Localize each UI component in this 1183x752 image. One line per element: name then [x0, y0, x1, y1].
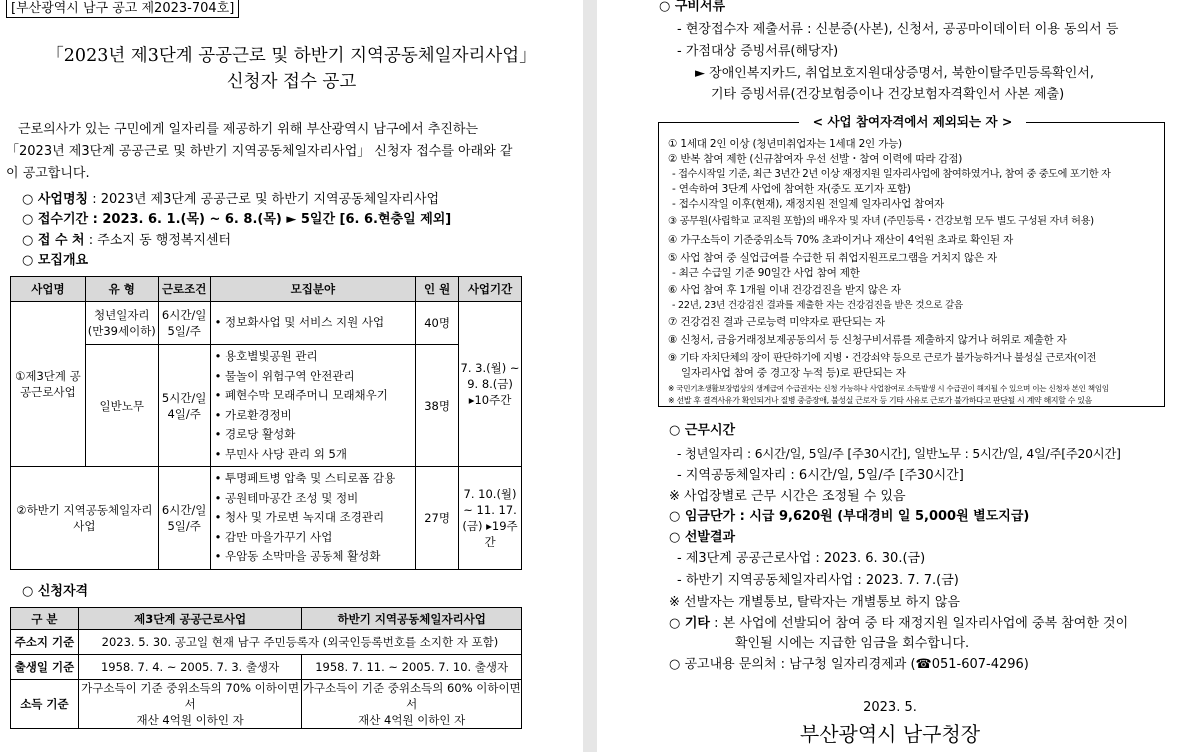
field-item: • 투명페트병 압축 및 스티로폼 감용: [214, 471, 396, 485]
docs-line: ► 장애인복지카드, 취업보호지원대상증명서, 북한이탈주민등록확인서,: [695, 66, 1094, 81]
page-separator: [583, 0, 597, 752]
col-header: 모집분야: [210, 277, 416, 302]
col-header: 유 형: [85, 277, 158, 302]
criterion-line: 가구소득이 기준 중위소득의 60% 이하이면서: [302, 681, 521, 711]
notice-number: [부산광역시 남구 공고 제2023-704호]: [6, 0, 239, 18]
youth-condition: 6시간/일 5일/주: [158, 302, 210, 345]
income-criterion-public: [78, 680, 302, 729]
docs-line: - 가점대상 증빙서류(해당자): [677, 44, 839, 59]
exclusion-item: - 접수시작일 기준, 최근 3년간 2년 이상 재정지원 일자리사업에 참여하였거나, 참여 중 중도에 포기한 자: [672, 169, 1111, 180]
docs-heading: ○ 구비서류: [659, 0, 726, 14]
issuer-name: 부산광역시 남구청장: [799, 722, 981, 746]
row-label: 출생일 기준: [11, 655, 79, 680]
public-work-period: 7. 3.(월) ~ 9. 8.(금) ▸10주간: [459, 302, 522, 467]
other-text: : 본 사업에 선발되어 참여 중 타 재정지원 일자리사업에 중복 참여한 것이: [714, 616, 1129, 631]
item-label: ○ 모집개요: [22, 253, 89, 268]
general-fields: [210, 345, 416, 467]
exclusion-item: ⑥ 사업 참여 후 1개월 이내 건강검진을 받지 않은 자: [668, 284, 901, 296]
col-header: 근로조건: [158, 277, 210, 302]
field-item: • 감만 마을가꾸기 사업: [214, 529, 333, 544]
community-count: 27명: [416, 467, 459, 570]
col-header: 인 원: [416, 277, 459, 302]
exclusion-item: - 연속하여 3단계 사업에 참여한 자(중도 포기자 포함): [672, 183, 911, 195]
selection-line: - 하반기 지역공동체일자리사업 : 2023. 7. 7.(금): [677, 573, 959, 588]
wage-line: ○ 임금단가 : 시급 9,620원 (부대경비 일 5,000원 별도지급): [669, 509, 1030, 524]
row-label: 주소지 기준: [11, 630, 79, 655]
exclusion-note: ※ 선발 후 결격사유가 확인되거나 질병 중증장애, 불성실 근로자 등 기타 사유로 근로가 불가하다고 판단될 시 계약 해지할 수 있음: [668, 396, 1092, 405]
criterion-line: 재산 4억원 이하인 자: [358, 713, 466, 727]
docs-line: - 현장접수자 제출서류 : 신분증(사본), 신청서, 공공마이데이터 이용 동의서 등: [677, 22, 1119, 37]
work-hours-note: ※ 사업장별로 근무 시간은 조정될 수 있음: [669, 489, 906, 504]
col-header: 사업명: [11, 277, 86, 302]
item-business-name: [22, 190, 439, 210]
notice-title-line1: 「2023년 제3단계 공공근로 및 하반기 지역공동체일자리사업」: [46, 46, 537, 66]
exclusion-item: 일자리사업 참여 중 경고장 누적 등)로 판단되는 자: [681, 367, 906, 379]
exclusion-item: - 22년, 23년 건강검진 결과를 제출한 자는 건강검진을 받은 것으로 갈음: [672, 300, 964, 311]
youth-fields: [210, 302, 416, 345]
field-item: • 경로당 활성화: [214, 427, 296, 441]
field-item: • 무민사 사당 관리 외 5개: [214, 446, 347, 461]
field-item: • 공원테마공간 조성 및 정비: [214, 490, 359, 505]
selection-line: - 제3단계 공공근로사업 : 2023. 6. 30.(금): [677, 551, 926, 566]
field-item: • 물놀이 위험구역 안전관리: [214, 368, 355, 383]
intro-paragraph: 근로의사가 있는 구민에게 일자리를 제공하기 위해 부산광역시 남구에서 추진하는 「2023년 제3단계 공공근로 및 하반기 지역공동체일자리사업」 신청자 접수를 아래와 같이 공고합니다.: [6, 122, 513, 181]
item-label: ○ 접 수 처: [22, 233, 85, 248]
eligibility-heading: ○ 신청자격: [22, 584, 89, 599]
notice-page-left: [0, 0, 583, 752]
item-reception-period: [22, 210, 451, 230]
eligibility-table: [10, 607, 522, 729]
address-criterion: 2023. 5. 30. 공고일 현재 남구 주민등록자 (외국인등록번호를 소지한 자 포함): [78, 630, 521, 655]
recruit-table: [10, 276, 522, 570]
notice-date: 2023. 5.: [863, 700, 917, 715]
item-label: ○ 사업명칭: [22, 192, 89, 207]
selection-heading: ○ 선발결과: [669, 530, 736, 545]
work-hours-heading: ○ 근무시간: [669, 423, 736, 438]
field-item: • 청사 및 가로변 녹지대 조경관리: [214, 510, 385, 524]
community-period: 7. 10.(월) ~ 11. 17.(금) ▸19주간: [459, 467, 522, 570]
item-reception-place: [22, 231, 231, 251]
exclusion-title: < 사업 참여자격에서 제외되는 자 >: [799, 113, 1026, 131]
exclusion-item: ① 1세대 2인 이상 (청년미취업자는 1세대 2인 가능): [668, 138, 902, 150]
selection-note: ※ 선발자는 개별통보, 탈락자는 개별통보 하지 않음: [669, 595, 960, 610]
exclusion-box: [658, 114, 1165, 407]
community-name: ②하반기 지역공동체일자리사업: [11, 467, 159, 570]
other-text-continued: 확인될 시에는 지급한 임금을 회수합니다.: [735, 636, 970, 651]
notice-title-line2: 신청자 접수 공고: [226, 72, 357, 92]
general-count: 38명: [416, 345, 459, 467]
inquiry-line: ○ 공고내용 문의처 : 남구청 일자리경제과 (☎051-607-4296): [669, 657, 1029, 672]
field-item: • 정보화사업 및 서비스 지원 사업: [214, 315, 385, 330]
exclusion-item: ⑧ 신청서, 금융거래정보제공동의서 등 신청구비서류를 제출하지 않거나 허위로 제출한 자: [668, 334, 1067, 346]
exclusion-item: ⑤ 사업 참여 중 실업급여를 수급한 뒤 취업지원프로그램을 거치지 않은 자: [668, 252, 997, 264]
item-recruit-overview: [22, 251, 88, 271]
exclusion-item: ⑦ 건강검진 결과 근로능력 미약자로 판단되는 자: [668, 316, 885, 328]
col-header: 사업기간: [459, 277, 522, 302]
field-item: • 폐현수막 모래주머니 모래채우기: [214, 388, 388, 402]
exclusion-item: ③ 공무원(사립학교 교직원 포함)의 배우자 및 자녀 (주민등록・건강보험 모두 별도 구성된 자녀 허용): [668, 216, 1094, 227]
notice-page-right: [597, 0, 1183, 752]
youth-type-cell: [85, 302, 158, 345]
exclusion-item: - 접수시작일 이후(현재), 재정지원 전일제 일자리사업 참여자: [672, 198, 944, 210]
public-work-name-cell: [11, 302, 86, 467]
income-criterion-community: [302, 680, 522, 729]
work-hours-line: - 지역공동체일자리 : 6시간/일, 5일/주 [주30시간]: [677, 468, 964, 483]
item-value: : 주소지 동 행정복지센터: [88, 233, 232, 248]
col-header: 하반기 지역공동체일자리사업: [302, 608, 522, 630]
birth-criterion-public: 1958. 7. 4. ~ 2005. 7. 3. 출생자: [78, 655, 302, 680]
item-label: ○ 접수기간: [22, 212, 89, 227]
item-value: : 2023. 6. 1.(목) ~ 6. 8.(목) ► 5일간 [6. 6.현충일 제외]: [92, 212, 452, 227]
exclusion-item: ⑨ 기타 자치단체의 장이 판단하기에 지병・건강쇠약 등으로 근로가 불가능하거나 불성실 근로자(이전: [668, 353, 1097, 364]
col-header: 제3단계 공공근로사업: [78, 608, 302, 630]
work-hours-line: - 청년일자리 : 6시간/일, 5일/주 [주30시간], 일반노무 : 5시간/일, 4일/주[주20시간]: [677, 447, 1121, 461]
docs-line: 기타 증빙서류(건강보험증이나 건강보험자격확인서 사본 제출): [711, 87, 1065, 102]
field-item: • 용호별빛공원 관리: [214, 349, 318, 363]
birth-criterion-community: 1958. 7. 11. ~ 2005. 7. 10. 출생자: [302, 655, 522, 680]
general-condition: 5시간/일 4일/주: [158, 345, 210, 467]
exclusion-note: ※ 국민기초생활보장법상의 생계급여 수급권자는 신청 가능하나 사업참여로 소득발생 시 수급권이 해지될 수 있으며 이는 신청자 본인 책임임: [668, 384, 1109, 393]
exclusion-item: - 최근 수급일 기준 90일간 사업 참여 제한: [672, 267, 860, 279]
community-condition: 6시간/일 5일/주: [158, 467, 210, 570]
general-type: 일반노무: [85, 345, 158, 467]
field-item: • 우암동 소막마을 공동체 활성화: [214, 549, 381, 563]
row-label: 소득 기준: [11, 680, 79, 729]
other-label: ○ 기타: [669, 616, 710, 631]
youth-count: 40명: [416, 302, 459, 345]
criterion-line: 가구소득이 기준 중위소득의 70% 이하이면서: [81, 681, 300, 711]
community-fields: [210, 467, 416, 570]
exclusion-item: ④ 가구소득이 기준중위소득 70% 초과이거나 재산이 4억원 초과로 확인된 자: [668, 234, 1014, 246]
field-item: • 가로환경정비: [214, 407, 292, 422]
col-header: 구 분: [11, 608, 79, 630]
item-value: : 2023년 제3단계 공공근로 및 하반기 지역공동체일자리사업: [92, 192, 440, 207]
criterion-line: 재산 4억원 이하인 자: [136, 713, 244, 727]
exclusion-item: ② 반복 참여 제한 (신규참여자 우선 선발・참여 이력에 따라 감점): [668, 153, 963, 165]
public-work-name: ①제3단계 공공근로사업: [15, 369, 81, 399]
other-line: [669, 614, 1128, 634]
youth-age-limit: (만39세이하): [87, 324, 156, 338]
youth-type: 청년일자리: [94, 308, 150, 322]
